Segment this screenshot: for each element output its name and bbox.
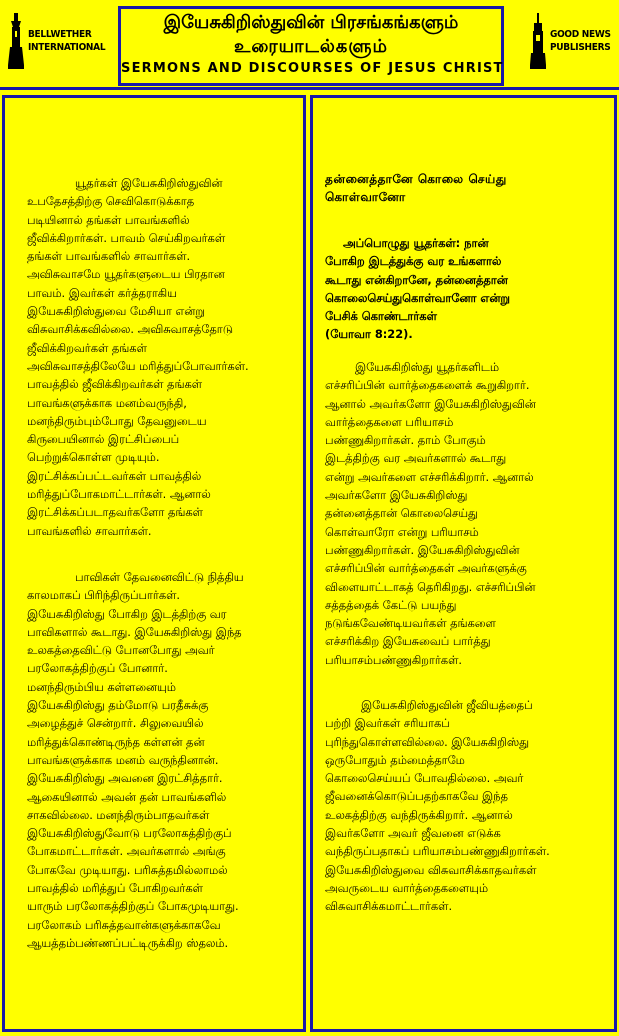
- title-tamil-line2: உரையாடல்களும்: [234, 36, 388, 57]
- scripture-verse: அப்பொழுது யூதர்கள்: நான் போகிற இடத்துக்கு வர உங்களால் கூடாது என்கிறானே, தன்னைத்தான் கொலைசெய்துகொள்வானோ என்று பேசிக் கொண்டார்கள் (யோவா 8:22).: [325, 236, 510, 342]
- title-box: [118, 6, 504, 86]
- section-heading: தன்னைத்தானே கொலை செய்து கொள்வானோ: [325, 172, 507, 205]
- bellwether-logo-text: BELLWETHER INTERNATIONAL: [28, 29, 106, 53]
- title-tamil-line1: இயேசுகிறிஸ்துவின் பிரசங்கங்களும்: [163, 12, 459, 33]
- bellwether-logo: [8, 12, 105, 70]
- left-column: [2, 95, 306, 1032]
- left-paragraph-2: பாவிகள் தேவனைவிட்டு நித்திய காலமாகப் பிரிந்திருப்பார்கள். இயேசுகிறிஸ்து போகிற இடத்திற்கு வர பாவிகளால் கூடாது. இயேசுகிறிஸ்து இந்த உலகத்தைவிட்டு போனபோது அவர் பரலோகத்திற்குப் போனார். மனந்திரும்பிய கள்ளனையும் இயேசுகிறிஸ்து தம்மோடு பரதீசுக்கு அழைத்துச் சென்றார். சிலுவையில் மரித்துக்கொண்டிருந்த கள்ளன் தன் பாவங்களுக்காக மனம் வருந்தினான். இயேசுகிறிஸ்து அவனை இரட்சித்தார். ஆகையினால் அவன் தன் பாவங்களில் சாகவில்லை. மனந்திரும்பாதவர்கள் இயேசுகிறிஸ்துவோடு பரலோகத்திற்குப் போகமாட்டார்கள். அவர்களால் அங்கு போகவே முடியாது. பரிசுத்தமில்லாமல் பாவத்தில் மரித்துப் போகிறவர்கள் யாரும் பரலோகத்திற்குப் போகமுடியாது. பரலோகம் பரிசுத்தவான்களுக்காகவே ஆயத்தம்பண்ணப்பட்டிருக்கிற ஸ்தலம்.: [27, 570, 244, 950]
- right-column: [310, 95, 617, 1032]
- right-paragraph-2: இயேசுகிறிஸ்துவின் ஜீவியத்தைப் பற்றி இவர்கள் சரியாகப் புரிந்துகொள்ளவில்லை. இயேசுகிறிஸ்து ஒருபோதும் தம்மைத்தாமே கொலைசெய்யப் போவதில்லை. அவர் ஜீவனைக்கொடுப்பதற்காகவே இந்த உலகத்திற்கு வந்திருக்கிறார். ஆனால் இவர்களோ அவர் ஜீவனை எடுக்க வந்திருப்பதாகப் பரியாசம்பண்ணுகிறார்கள். இயேசுகிறிஸ்துவை விசுவாசிக்காதவர்கள் அவருடைய வார்த்தைகளையும் விசுவாசிக்கமாட்டார்கள்.: [325, 698, 550, 914]
- bellwether-tower-icon: [8, 13, 24, 69]
- left-paragraph-1: யூதர்கள் இயேசுகிறிஸ்துவின் உபதேசத்திற்கு செவிகொடுக்காத படியினால் தங்கள் பாவங்களில் ஜீவிக்கிறார்கள். பாவம் செய்கிறவர்கள் தங்கள் பாவங்களில் சாவார்கள். அவிசுவாசமே யூதர்களுடைய பிரதான பாவம். இவர்கள் கர்த்தராகிய இயேசுகிறிஸ்துவை மேசியா என்று விசுவாசிக்கவில்லை. அவிசுவாசத்தோடு ஜீவிக்கிறவர்கள் தங்கள் அவிசுவாசத்திலேயே மரித்துப்போவார்கள். பாவத்தில் ஜீவிக்கிறவர்கள் தங்கள் பாவங்களுக்காக மனம்வருந்தி, மனந்திரும்பும்போது தேவனுடைய கிருபையினால் இரட்சிப்பைப் பெற்றுக்கொள்ள முடியும். இரட்சிக்கப்பட்டவர்கள் பாவத்தில் மரித்துப்போகமாட்டார்கள். ஆனால் இரட்சிக்கப்படாதவர்களோ தங்கள் பாவங்களில் சாவார்கள்.: [27, 176, 249, 538]
- right-paragraph-1: இயேசுகிறிஸ்து யூதர்களிடம் எச்சரிப்பின் வார்த்தைகளைக் கூறுகிறார். ஆனால் அவர்களோ இயேசுகிறிஸ்துவின் வார்த்தைகளை பரியாசம் பண்ணுகிறார்கள். தாம் போகும் இடத்திற்கு வர அவர்களால் கூடாது என்று அவர்களை எச்சரிக்கிறார். ஆனால் அவர்களோ இயேசுகிறிஸ்து தன்னைத்தான் கொலைசெய்து கொள்வாரோ என்று பரியாசம் பண்ணுகிறார்கள். இயேசுகிறிஸ்துவின் எச்சரிப்பின் வார்த்தைகள் அவர்களுக்கு விளையாட்டாகத் தெரிகிறது. எச்சரிப்பின் சத்தத்தைக் கேட்டு பயந்து நடுங்கவேண்டியவர்கள் தங்களை எச்சரிக்கிற இயேசுவைப் பார்த்து பரியாசம்பண்ணுகிறார்கள்.: [325, 360, 536, 667]
- good-news-logo: [530, 12, 611, 70]
- header: [0, 0, 619, 90]
- good-news-tower-icon: [530, 13, 546, 69]
- title-english: SERMONS AND DISCOURSES OF JESUS CHRIST: [121, 61, 504, 76]
- good-news-logo-text: GOOD NEWS PUBLISHERS: [550, 29, 611, 53]
